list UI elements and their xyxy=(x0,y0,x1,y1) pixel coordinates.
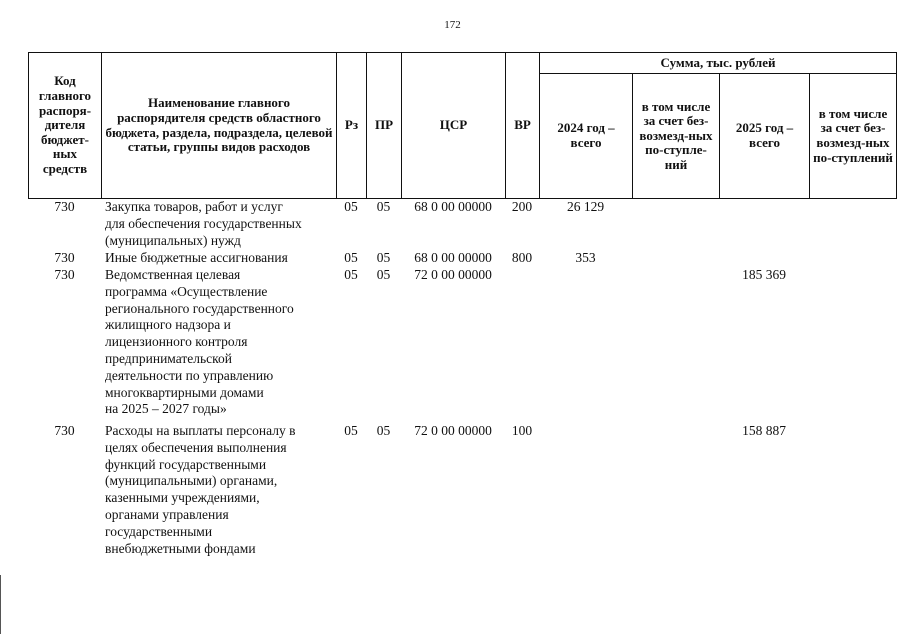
row-name: Закупка товаров, работ и услуг для обеспечения государственных (муниципальных) нужд xyxy=(105,199,302,248)
row-pr: 05 xyxy=(376,199,391,214)
scan-edge-mark xyxy=(0,575,1,634)
page-number: 172 xyxy=(444,19,461,31)
table-header xyxy=(28,52,897,199)
row-csr: 72 0 00 00000 xyxy=(414,267,492,282)
row-pr: 05 xyxy=(376,423,391,438)
header-2025-total: 2025 год – всего xyxy=(720,74,810,199)
row-rz: 05 xyxy=(344,250,358,265)
row-rz: 05 xyxy=(344,423,358,438)
header-2025-incl: в том числе за счет без-возмезд-ных по-ступлений xyxy=(810,74,897,199)
header-rz: Рз xyxy=(337,53,367,199)
header-csr: ЦСР xyxy=(402,53,506,199)
row-rz: 05 xyxy=(344,199,358,214)
row-csr: 68 0 00 00000 xyxy=(414,250,492,265)
row-code: 730 xyxy=(54,267,75,282)
row-2025-total: 185 369 xyxy=(742,267,786,282)
header-code: Код главного распоря-дителя бюджет-ных средств xyxy=(29,53,102,199)
row-rz: 05 xyxy=(344,267,358,282)
header-2024-total: 2024 год – всего xyxy=(540,74,633,199)
row-name: Расходы на выплаты персоналу в целях обеспечения выполнения функций государственными (муниципальными) органами, казенными учреждениями, органами управления государственными внебюджетными фондами xyxy=(105,423,296,556)
row-name: Ведомственная целевая программа «Осуществление регионального государственного жилищного надзора и лицензионного контроля предпринимательской деятельности по управлению многоквартирными домами на 2025 – 2027 годы» xyxy=(105,267,294,417)
row-csr: 68 0 00 00000 xyxy=(414,199,492,214)
row-vr: 200 xyxy=(511,199,533,214)
row-pr: 05 xyxy=(376,250,391,265)
row-2024-total: 353 xyxy=(575,250,596,265)
row-csr: 72 0 00 00000 xyxy=(414,423,492,438)
header-vr: ВР xyxy=(506,53,540,199)
row-code: 730 xyxy=(54,423,75,438)
row-code: 730 xyxy=(54,250,75,265)
row-vr: 800 xyxy=(511,250,533,265)
header-name: Наименование главного распорядителя средств областного бюджета, раздела, подраздела, целевой статьи, группы видов расходов xyxy=(102,53,337,199)
header-sum-group: Сумма, тыс. рублей xyxy=(540,53,897,74)
row-name: Иные бюджетные ассигнования xyxy=(105,250,288,265)
row-2024-total: 26 129 xyxy=(566,199,605,214)
row-pr: 05 xyxy=(376,267,391,282)
row-code: 730 xyxy=(54,199,75,214)
row-vr: 100 xyxy=(511,423,533,438)
header-pr: ПР xyxy=(367,53,402,199)
row-2025-total: 158 887 xyxy=(742,423,786,438)
header-2024-incl: в том числе за счет без-возмезд-ных по-ступле-ний xyxy=(633,74,720,199)
